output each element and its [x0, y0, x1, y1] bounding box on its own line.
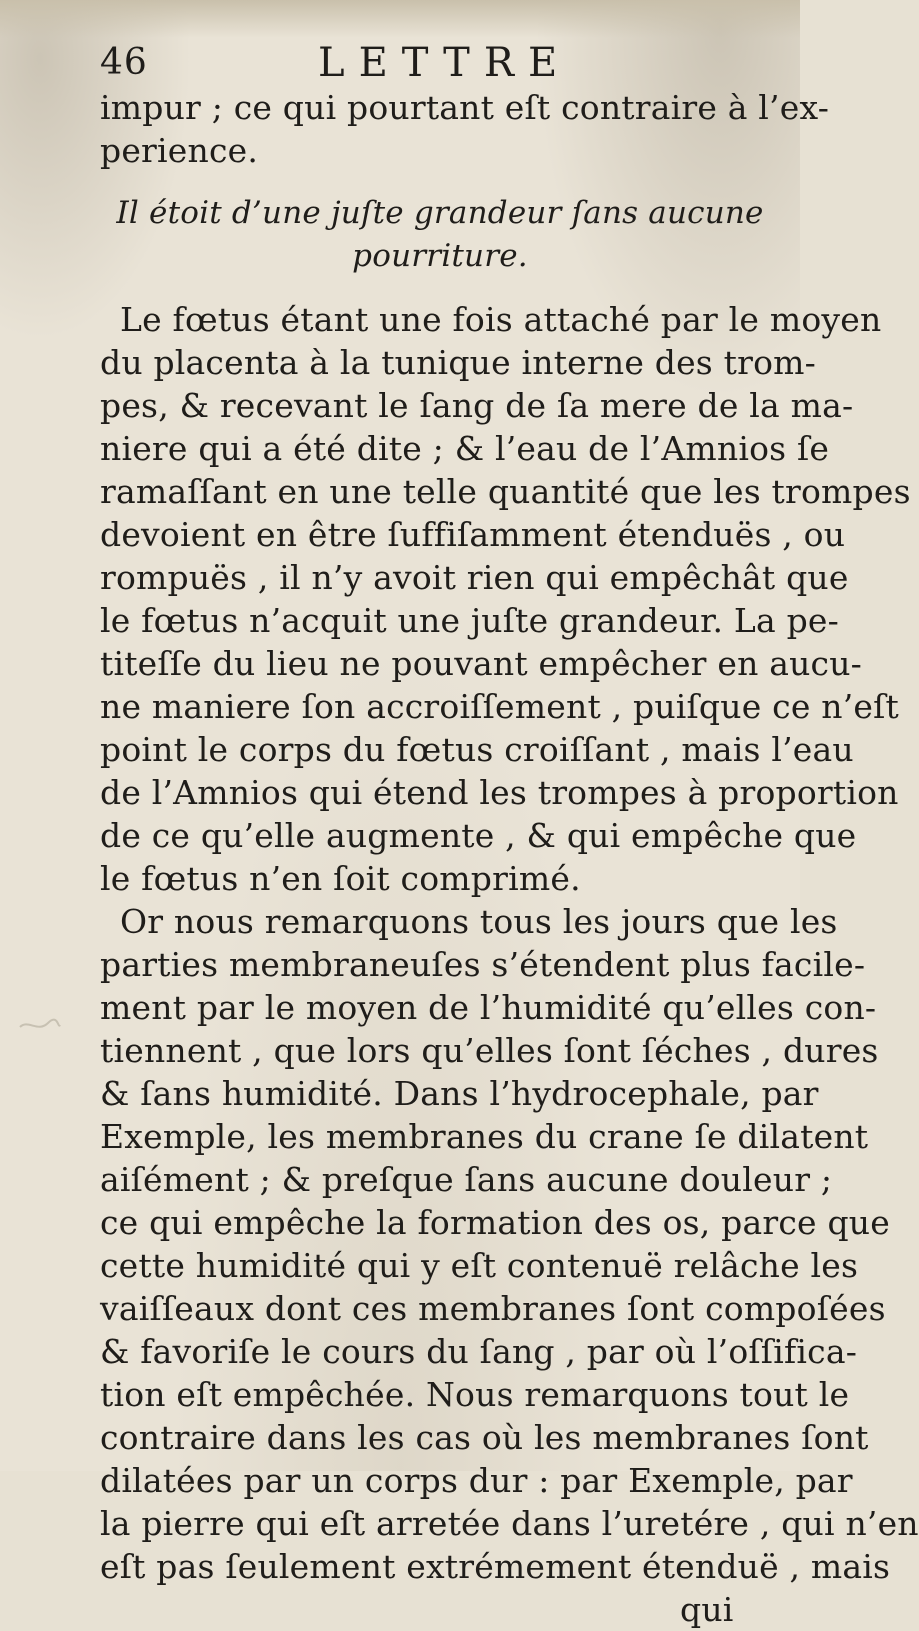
margin-stain-icon	[18, 1015, 62, 1037]
text-line: perience.	[100, 131, 259, 170]
text-line: du placenta à la tunique interne des trom-	[100, 343, 816, 382]
text-line: de l’Amnios qui étend les trompes à proportion	[100, 773, 899, 812]
page-number: 46	[100, 42, 148, 83]
text-line: point le corps du fœtus croiſſant , mais l’eau	[100, 730, 854, 769]
text-line: & ſans humidité. Dans l’hydrocephale, par	[100, 1074, 819, 1113]
catchword: qui	[680, 1590, 734, 1629]
text-line: niere qui a été dite ; & l’eau de l’Amnios ſe	[100, 429, 830, 468]
text-line: aiſément ; & preſque ſans aucune douleur ;	[100, 1160, 833, 1199]
text-line: Or nous remarquons tous les jours que les	[120, 902, 838, 941]
text-line: eſt pas ſeulement extrémement étenduë , mais	[100, 1547, 891, 1586]
text-line: tion eſt empêchée. Nous remarquons tout le	[100, 1375, 850, 1414]
text-line: Exemple, les membranes du crane ſe dilatent	[100, 1117, 869, 1156]
section-heading: pourriture.	[352, 238, 528, 274]
page-header	[100, 40, 720, 86]
text-line: parties membraneuſes s’étendent plus facile-	[100, 945, 866, 984]
text-line: contraire dans les cas où les membranes ſont	[100, 1418, 869, 1457]
text-line: & favoriſe le cours du ſang , par où l’oſſifica-	[100, 1332, 858, 1371]
text-line: rompuës , il n’y avoit rien qui empêchât que	[100, 558, 849, 597]
text-line: dilatées par un corps dur : par Exemple, par	[100, 1461, 853, 1500]
text-line: ce qui empêche la formation des os, parce que	[100, 1203, 890, 1242]
text-line: vaiſſeaux dont ces membranes ſont compoſées	[100, 1289, 886, 1328]
text-line: ramaſſant en une telle quantité que les trompes	[100, 472, 911, 511]
text-line: impur ; ce qui pourtant eſt contraire à l’ex-	[100, 88, 830, 127]
text-line: Le fœtus étant une fois attaché par le moyen	[120, 300, 882, 339]
text-line: le fœtus n’en ſoit comprimé.	[100, 859, 581, 898]
text-line: cette humidité qui y eſt contenuë relâche les	[100, 1246, 859, 1285]
section-heading: Il étoit d’une juſte grandeur ſans aucune	[116, 195, 764, 231]
text-line: tiennent , que lors qu’elles ſont ſéches , dures	[100, 1031, 879, 1070]
text-line: la pierre qui eſt arretée dans l’uretére , qui n’en	[100, 1504, 919, 1543]
page-top-edge	[0, 0, 800, 38]
text-line: de ce qu’elle augmente , & qui empêche que	[100, 816, 857, 855]
text-line: devoient en être ſuffiſamment étenduës , ou	[100, 515, 846, 554]
page-text	[100, 86, 919, 1631]
text-line: ne maniere ſon accroiſſement , puiſque ce n’eſt	[100, 687, 899, 726]
text-line: le fœtus n’acquit une juſte grandeur. La pe-	[100, 601, 839, 640]
text-line: pes, & recevant le ſang de ſa mere de la ma-	[100, 386, 854, 425]
text-line: ment par le moyen de l’humidité qu’elles con-	[100, 988, 877, 1027]
text-line: titeſſe du lieu ne pouvant empêcher en aucu-	[100, 644, 863, 683]
running-head: LETTRE	[318, 40, 572, 86]
